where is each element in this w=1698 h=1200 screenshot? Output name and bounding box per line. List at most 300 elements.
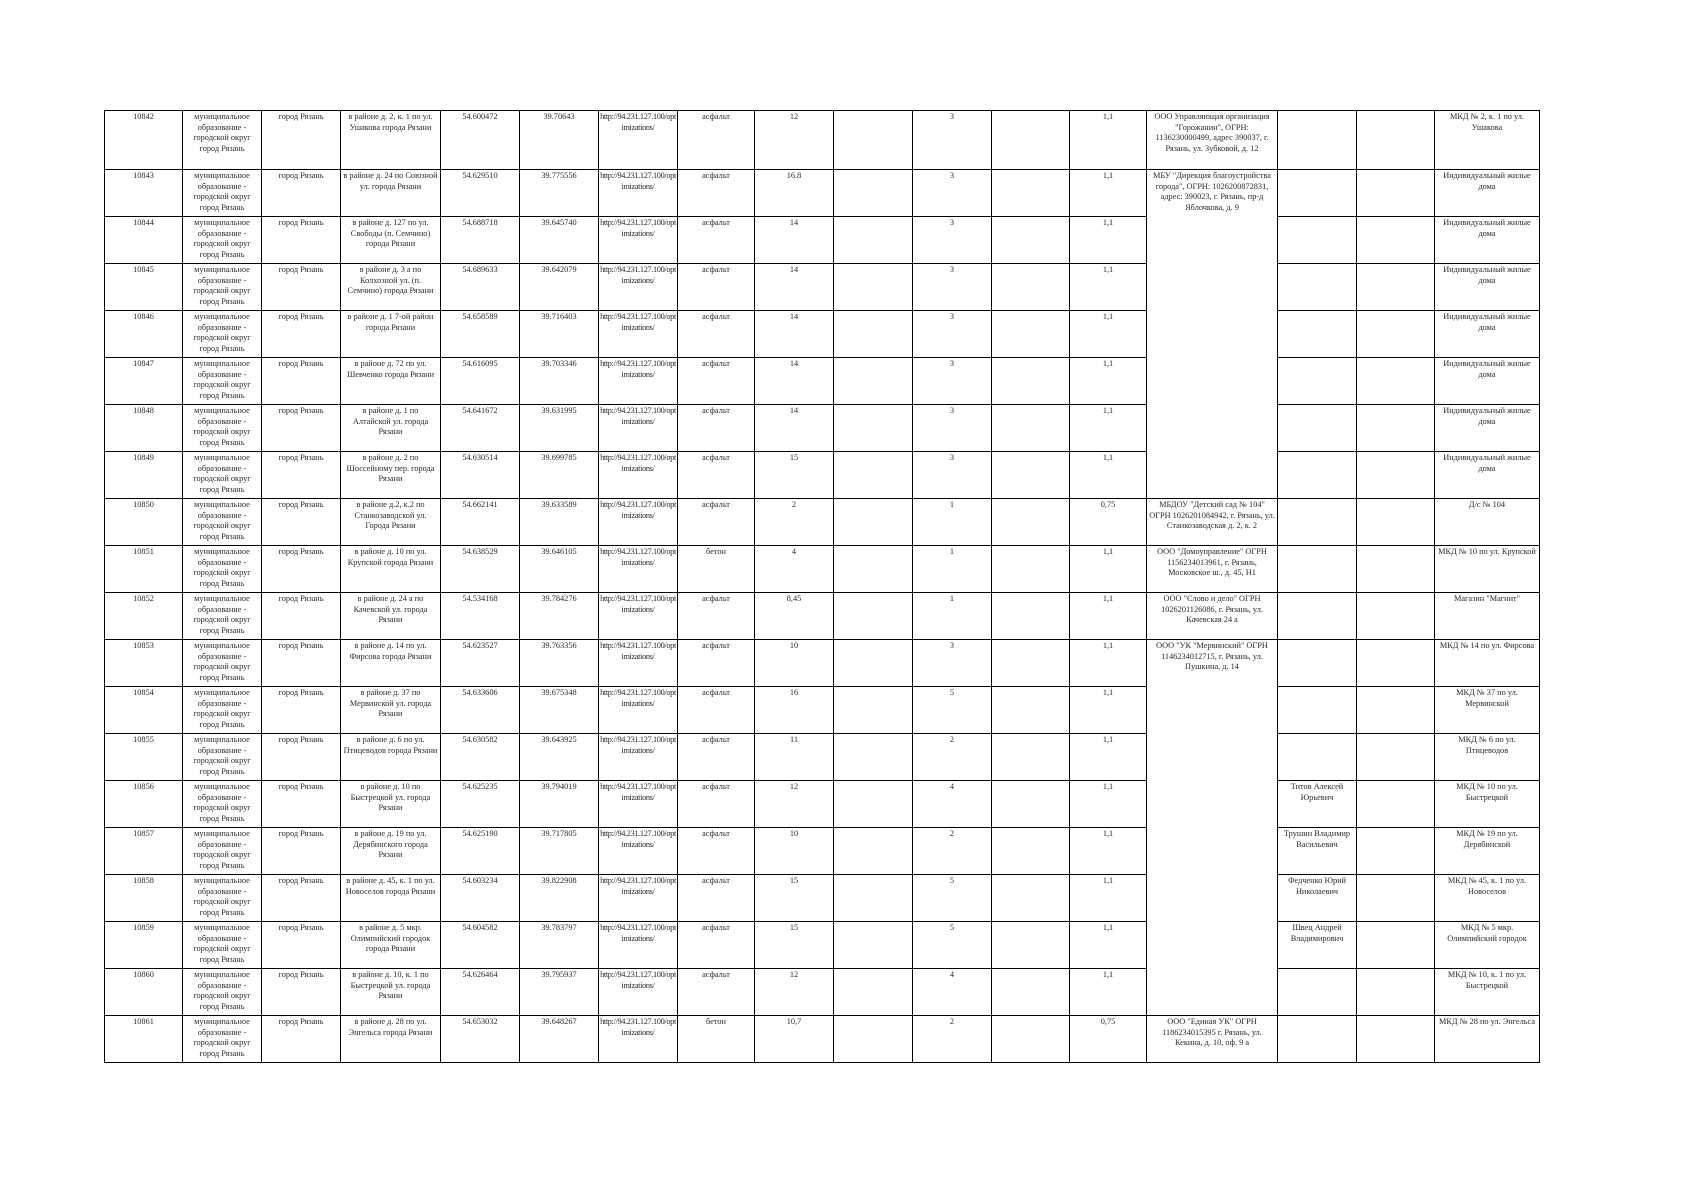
cell-empty: [992, 640, 1070, 687]
cell-contact: [1278, 499, 1357, 546]
cell-contact: [1278, 264, 1357, 311]
cell-municipality: муниципальное образование - городской округ город Рязань: [183, 452, 262, 499]
cell-municipality: муниципальное образование - городской округ город Рязань: [183, 405, 262, 452]
cell-container-count: 3: [913, 405, 992, 452]
cell-owner: ООО "Домоуправление" ОГРН 1156234013961, г. Рязань, Московское ш., д. 45, Н1: [1147, 546, 1278, 593]
cell-longitude: 39.648267: [520, 1016, 599, 1063]
cell-url: http://94.231.127.100/optimizations/: [599, 170, 678, 217]
cell-longitude: 39.699785: [520, 452, 599, 499]
cell-empty: [1357, 875, 1435, 922]
table-row: [105, 170, 1540, 217]
cell-latitude: 54.534168: [441, 593, 520, 640]
cell-empty: [834, 969, 913, 1016]
cell-empty: [834, 781, 913, 828]
cell-empty: [1357, 546, 1435, 593]
cell-longitude: 39.794019: [520, 781, 599, 828]
cell-owner: ООО "Единая УК" ОГРН 1186234015395 г. Рязань, ул. Кекина, д. 10, оф. 9 а: [1147, 1016, 1278, 1063]
cell-surface: асфальт: [678, 640, 755, 687]
cell-city: город Рязань: [262, 640, 341, 687]
document-page: [104, 110, 1539, 1063]
cell-area: 14: [755, 358, 834, 405]
cell-source: МКД № 10 по ул. Быстрецкой: [1435, 781, 1540, 828]
cell-longitude: 39.633589: [520, 499, 599, 546]
cell-empty: [992, 781, 1070, 828]
cell-longitude: 39.822908: [520, 875, 599, 922]
cell-url: http://94.231.127.100/optimizations/: [599, 358, 678, 405]
cell-empty: [1357, 593, 1435, 640]
cell-source: Д/с № 104: [1435, 499, 1540, 546]
cell-volume: 0,75: [1070, 1016, 1147, 1063]
cell-address: в районе д. 45, к. 1 по ул. Новоселов города Рязани: [341, 875, 441, 922]
cell-empty: [1357, 170, 1435, 217]
cell-area: 12: [755, 111, 834, 170]
cell-municipality: муниципальное образование - городской округ город Рязань: [183, 640, 262, 687]
cell-container-count: 3: [913, 640, 992, 687]
cell-container-count: 2: [913, 734, 992, 781]
cell-id: 10857: [105, 828, 183, 875]
cell-id: 10860: [105, 969, 183, 1016]
cell-empty: [834, 687, 913, 734]
cell-id: 10847: [105, 358, 183, 405]
cell-city: город Рязань: [262, 546, 341, 593]
cell-volume: 1,1: [1070, 170, 1147, 217]
cell-empty: [834, 170, 913, 217]
cell-address: в районе д. 3 а по Колхозной ул. (п. Семчино) города Рязани: [341, 264, 441, 311]
cell-contact: [1278, 1016, 1357, 1063]
cell-empty: [1357, 828, 1435, 875]
cell-id: 10854: [105, 687, 183, 734]
cell-contact: [1278, 546, 1357, 593]
cell-longitude: 39.716403: [520, 311, 599, 358]
cell-latitude: 54.688718: [441, 217, 520, 264]
cell-container-count: 3: [913, 264, 992, 311]
cell-empty: [834, 499, 913, 546]
cell-city: город Рязань: [262, 593, 341, 640]
cell-volume: 1,1: [1070, 969, 1147, 1016]
cell-volume: 1,1: [1070, 875, 1147, 922]
cell-empty: [992, 922, 1070, 969]
cell-address: в районе д. 10 по Быстрецкой ул. города Рязани: [341, 781, 441, 828]
cell-empty: [1357, 217, 1435, 264]
cell-area: 10: [755, 828, 834, 875]
table-row: [105, 405, 1540, 452]
cell-city: город Рязань: [262, 922, 341, 969]
cell-empty: [992, 875, 1070, 922]
cell-empty: [992, 828, 1070, 875]
cell-source: МКД № 45, к. 1 по ул. Новоселов: [1435, 875, 1540, 922]
cell-empty: [992, 452, 1070, 499]
cell-empty: [834, 546, 913, 593]
cell-municipality: муниципальное образование - городской округ город Рязань: [183, 687, 262, 734]
cell-url: http://94.231.127.100/optimizations/: [599, 969, 678, 1016]
cell-url: http://94.231.127.100/optimizations/: [599, 922, 678, 969]
cell-latitude: 54.626464: [441, 969, 520, 1016]
cell-source: МКД № 28 по ул. Энгельса: [1435, 1016, 1540, 1063]
cell-area: 12: [755, 969, 834, 1016]
cell-address: в районе д. 10, к. 1 по Быстрецкой ул. города Рязани: [341, 969, 441, 1016]
cell-longitude: 39.717805: [520, 828, 599, 875]
cell-latitude: 54.638529: [441, 546, 520, 593]
cell-url: http://94.231.127.100/optimizations/: [599, 1016, 678, 1063]
cell-volume: 1,1: [1070, 922, 1147, 969]
cell-empty: [834, 358, 913, 405]
cell-contact: [1278, 217, 1357, 264]
cell-container-count: 3: [913, 311, 992, 358]
cell-longitude: 39.775556: [520, 170, 599, 217]
cell-container-count: 2: [913, 1016, 992, 1063]
table-row: [105, 875, 1540, 922]
cell-municipality: муниципальное образование - городской округ город Рязань: [183, 499, 262, 546]
cell-city: город Рязань: [262, 311, 341, 358]
cell-empty: [1357, 499, 1435, 546]
cell-address: в районе д. 5 мкр. Олимпийский городок города Рязани: [341, 922, 441, 969]
table-row: [105, 499, 1540, 546]
cell-latitude: 54.630514: [441, 452, 520, 499]
cell-empty: [992, 969, 1070, 1016]
cell-surface: асфальт: [678, 969, 755, 1016]
cell-url: http://94.231.127.100/optimizations/: [599, 217, 678, 264]
cell-container-count: 5: [913, 922, 992, 969]
cell-surface: асфальт: [678, 875, 755, 922]
cell-address: в районе д. 6 по ул. Птицеводов города Рязани: [341, 734, 441, 781]
cell-empty: [992, 264, 1070, 311]
cell-empty: [1357, 111, 1435, 170]
cell-volume: 1,1: [1070, 264, 1147, 311]
cell-surface: асфальт: [678, 452, 755, 499]
cell-volume: 0,75: [1070, 499, 1147, 546]
cell-volume: 1,1: [1070, 452, 1147, 499]
cell-source: Магазин "Магнит": [1435, 593, 1540, 640]
table-row: [105, 969, 1540, 1016]
cell-empty: [834, 875, 913, 922]
cell-empty: [1357, 452, 1435, 499]
cell-container-count: 5: [913, 687, 992, 734]
cell-address: в районе д. 24 по Союзной ул. города Рязани: [341, 170, 441, 217]
table-row: [105, 734, 1540, 781]
cell-url: http://94.231.127.100/optimizations/: [599, 405, 678, 452]
cell-contact: Титов Алексей Юрьевич: [1278, 781, 1357, 828]
cell-city: город Рязань: [262, 264, 341, 311]
cell-source: Индивидуальный жилые дома: [1435, 311, 1540, 358]
cell-latitude: 54.603234: [441, 875, 520, 922]
cell-longitude: 39.642079: [520, 264, 599, 311]
cell-empty: [992, 593, 1070, 640]
cell-contact: [1278, 593, 1357, 640]
cell-contact: [1278, 311, 1357, 358]
cell-address: в районе д. 2, к. 1 по ул. Ушакова города Рязани: [341, 111, 441, 170]
cell-surface: бетон: [678, 1016, 755, 1063]
cell-empty: [834, 405, 913, 452]
cell-url: http://94.231.127.100/optimizations/: [599, 452, 678, 499]
cell-container-count: 1: [913, 546, 992, 593]
cell-empty: [992, 311, 1070, 358]
cell-municipality: муниципальное образование - городской округ город Рязань: [183, 358, 262, 405]
table-row: [105, 1016, 1540, 1063]
cell-container-count: 1: [913, 593, 992, 640]
cell-city: город Рязань: [262, 969, 341, 1016]
cell-address: в районе д. 127 по ул. Свободы (п. Семчино) города Рязани: [341, 217, 441, 264]
cell-latitude: 54.689633: [441, 264, 520, 311]
cell-latitude: 54.616095: [441, 358, 520, 405]
cell-empty: [834, 734, 913, 781]
cell-surface: асфальт: [678, 687, 755, 734]
cell-longitude: 39.646105: [520, 546, 599, 593]
table-row: [105, 217, 1540, 264]
cell-empty: [834, 828, 913, 875]
cell-empty: [834, 217, 913, 264]
cell-area: 15: [755, 452, 834, 499]
cell-address: в районе д. 37 по Мервинской ул. города Рязани: [341, 687, 441, 734]
cell-source: МКД № 6 по ул. Птицеводов: [1435, 734, 1540, 781]
cell-source: МКД № 5 мкр. Олимпийский городок: [1435, 922, 1540, 969]
cell-id: 10852: [105, 593, 183, 640]
cell-latitude: 54.625190: [441, 828, 520, 875]
cell-empty: [1357, 358, 1435, 405]
cell-surface: асфальт: [678, 922, 755, 969]
cell-area: 11: [755, 734, 834, 781]
cell-source: МКД № 37 по ул. Мервинской: [1435, 687, 1540, 734]
cell-latitude: 54.633606: [441, 687, 520, 734]
cell-municipality: муниципальное образование - городской округ город Рязань: [183, 828, 262, 875]
cell-id: 10853: [105, 640, 183, 687]
cell-municipality: муниципальное образование - городской округ город Рязань: [183, 969, 262, 1016]
cell-area: 16: [755, 687, 834, 734]
cell-city: город Рязань: [262, 499, 341, 546]
cell-contact: [1278, 969, 1357, 1016]
cell-id: 10844: [105, 217, 183, 264]
container-sites-table: [104, 110, 1540, 1063]
cell-address: в районе д. 14 по ул. Фирсова города Рязани: [341, 640, 441, 687]
cell-volume: 1,1: [1070, 405, 1147, 452]
cell-empty: [992, 687, 1070, 734]
cell-owner: ООО Управляющая организация "Горожанин", ОГРН: 1136230000499, адрес 390037, г. Рязань, ул. Зубковой, д. 12: [1147, 111, 1278, 170]
cell-empty: [1357, 1016, 1435, 1063]
cell-container-count: 3: [913, 170, 992, 217]
cell-latitude: 54.623527: [441, 640, 520, 687]
cell-longitude: 39.675348: [520, 687, 599, 734]
cell-empty: [992, 358, 1070, 405]
cell-source: Индивидуальный жилые дома: [1435, 358, 1540, 405]
cell-area: 15: [755, 875, 834, 922]
cell-container-count: 3: [913, 111, 992, 170]
cell-id: 10843: [105, 170, 183, 217]
cell-longitude: 39.643925: [520, 734, 599, 781]
cell-surface: асфальт: [678, 264, 755, 311]
cell-url: http://94.231.127.100/optimizations/: [599, 828, 678, 875]
cell-empty: [1357, 311, 1435, 358]
cell-owner: ООО "УК "Мервинский" ОГРН 1146234012715, г. Рязань, ул. Пушкина, д. 14: [1147, 640, 1278, 1016]
cell-longitude: 39.631995: [520, 405, 599, 452]
cell-owner: ООО "Слово и дело" ОГРН 1026201126086, г. Рязань, ул. Качевская 24 а: [1147, 593, 1278, 640]
cell-empty: [992, 170, 1070, 217]
cell-municipality: муниципальное образование - городской округ город Рязань: [183, 170, 262, 217]
cell-surface: асфальт: [678, 170, 755, 217]
cell-latitude: 54.662141: [441, 499, 520, 546]
cell-city: город Рязань: [262, 875, 341, 922]
cell-empty: [1357, 734, 1435, 781]
cell-latitude: 54.641672: [441, 405, 520, 452]
cell-container-count: 3: [913, 358, 992, 405]
cell-empty: [834, 452, 913, 499]
cell-address: в районе д. 1 по Алтайской ул. города Рязани: [341, 405, 441, 452]
cell-source: МКД № 14 по ул. Фирсова: [1435, 640, 1540, 687]
cell-municipality: муниципальное образование - городской округ город Рязань: [183, 1016, 262, 1063]
cell-source: МКД № 10 по ул. Крупской: [1435, 546, 1540, 593]
cell-city: город Рязань: [262, 452, 341, 499]
cell-area: 14: [755, 405, 834, 452]
cell-id: 10858: [105, 875, 183, 922]
cell-surface: асфальт: [678, 593, 755, 640]
cell-source: МКД № 19 по ул. Дерябинской: [1435, 828, 1540, 875]
cell-url: http://94.231.127.100/optimizations/: [599, 875, 678, 922]
table-row: [105, 922, 1540, 969]
cell-city: город Рязань: [262, 217, 341, 264]
cell-contact: [1278, 734, 1357, 781]
cell-city: город Рязань: [262, 358, 341, 405]
cell-empty: [834, 593, 913, 640]
cell-id: 10850: [105, 499, 183, 546]
cell-contact: [1278, 358, 1357, 405]
table-row: [105, 781, 1540, 828]
cell-id: 10848: [105, 405, 183, 452]
cell-longitude: 39.784276: [520, 593, 599, 640]
cell-area: 4: [755, 546, 834, 593]
cell-area: 14: [755, 311, 834, 358]
cell-url: http://94.231.127.100/optimizations/: [599, 546, 678, 593]
cell-longitude: 39.763356: [520, 640, 599, 687]
cell-contact: [1278, 111, 1357, 170]
cell-empty: [834, 311, 913, 358]
cell-empty: [1357, 405, 1435, 452]
cell-latitude: 54.600472: [441, 111, 520, 170]
table-row: [105, 640, 1540, 687]
cell-city: город Рязань: [262, 781, 341, 828]
cell-id: 10849: [105, 452, 183, 499]
cell-empty: [1357, 264, 1435, 311]
cell-surface: асфальт: [678, 734, 755, 781]
cell-empty: [1357, 781, 1435, 828]
cell-source: Индивидуальный жилые дома: [1435, 405, 1540, 452]
cell-contact: Швец Андрей Владимирович: [1278, 922, 1357, 969]
cell-volume: 1,1: [1070, 640, 1147, 687]
cell-empty: [992, 499, 1070, 546]
cell-volume: 1,1: [1070, 358, 1147, 405]
cell-source: Индивидуальный жилые дома: [1435, 217, 1540, 264]
cell-area: 10: [755, 640, 834, 687]
cell-area: 10,7: [755, 1016, 834, 1063]
cell-volume: 1,1: [1070, 217, 1147, 264]
cell-city: город Рязань: [262, 111, 341, 170]
cell-contact: [1278, 687, 1357, 734]
cell-address: в районе д. 24 а по Качевской ул. города Рязани: [341, 593, 441, 640]
cell-longitude: 39.795937: [520, 969, 599, 1016]
cell-volume: 1,1: [1070, 781, 1147, 828]
cell-id: 10855: [105, 734, 183, 781]
cell-municipality: муниципальное образование - городской округ город Рязань: [183, 546, 262, 593]
cell-address: в районе д. 19 по ул. Дерябинского города Рязани: [341, 828, 441, 875]
cell-empty: [834, 1016, 913, 1063]
cell-volume: 1,1: [1070, 311, 1147, 358]
table-row: [105, 593, 1540, 640]
cell-longitude: 39.645740: [520, 217, 599, 264]
cell-container-count: 4: [913, 781, 992, 828]
cell-municipality: муниципальное образование - городской округ город Рязань: [183, 111, 262, 170]
cell-empty: [992, 217, 1070, 264]
cell-owner: МБУ "Дирекция благоустройства города", ОГРН: 1026200872831, адрес: 390023, г. Рязань, пр-д Яблочкова, д. 9: [1147, 170, 1278, 499]
cell-surface: асфальт: [678, 358, 755, 405]
cell-city: город Рязань: [262, 1016, 341, 1063]
cell-address: в районе д. 10 по ул. Крупской города Рязани: [341, 546, 441, 593]
cell-area: 16.8: [755, 170, 834, 217]
cell-empty: [1357, 922, 1435, 969]
cell-surface: асфальт: [678, 828, 755, 875]
cell-city: город Рязань: [262, 828, 341, 875]
cell-source: МКД № 2, к. 1 по ул. Ушакова: [1435, 111, 1540, 170]
cell-id: 10859: [105, 922, 183, 969]
cell-area: 8,45: [755, 593, 834, 640]
cell-volume: 1,1: [1070, 546, 1147, 593]
cell-source: Индивидуальный жилые дома: [1435, 264, 1540, 311]
cell-surface: асфальт: [678, 781, 755, 828]
cell-municipality: муниципальное образование - городской округ город Рязань: [183, 781, 262, 828]
cell-city: город Рязань: [262, 405, 341, 452]
cell-surface: асфальт: [678, 217, 755, 264]
cell-id: 10842: [105, 111, 183, 170]
cell-municipality: муниципальное образование - городской округ город Рязань: [183, 875, 262, 922]
cell-id: 10851: [105, 546, 183, 593]
cell-volume: 1,1: [1070, 828, 1147, 875]
cell-municipality: муниципальное образование - городской округ город Рязань: [183, 593, 262, 640]
cell-surface: асфальт: [678, 111, 755, 170]
cell-surface: бетон: [678, 546, 755, 593]
cell-address: в районе д. 72 по ул. Шевченко города Рязани: [341, 358, 441, 405]
cell-empty: [1357, 687, 1435, 734]
cell-city: город Рязань: [262, 687, 341, 734]
cell-url: http://94.231.127.100/optimizations/: [599, 734, 678, 781]
cell-contact: Трушин Владимир Васильевич: [1278, 828, 1357, 875]
cell-city: город Рязань: [262, 170, 341, 217]
cell-url: http://94.231.127.100/optimizations/: [599, 593, 678, 640]
table-row: [105, 358, 1540, 405]
cell-empty: [1357, 640, 1435, 687]
cell-surface: асфальт: [678, 499, 755, 546]
cell-address: в районе д. 1 7-ой район города Рязани: [341, 311, 441, 358]
cell-contact: [1278, 170, 1357, 217]
table-row: [105, 687, 1540, 734]
cell-container-count: 4: [913, 969, 992, 1016]
cell-empty: [992, 405, 1070, 452]
cell-owner: МБДОУ "Детский сад № 104" ОГРН 1026201084942, г. Рязань, ул. Станкозаводская д. 2, к. 2: [1147, 499, 1278, 546]
cell-id: 10856: [105, 781, 183, 828]
cell-latitude: 54.658589: [441, 311, 520, 358]
cell-latitude: 54.653032: [441, 1016, 520, 1063]
cell-container-count: 3: [913, 452, 992, 499]
cell-empty: [992, 734, 1070, 781]
cell-volume: 1,1: [1070, 734, 1147, 781]
cell-id: 10846: [105, 311, 183, 358]
cell-empty: [1357, 969, 1435, 1016]
table-row: [105, 111, 1540, 170]
table-row: [105, 311, 1540, 358]
cell-source: Индивидуальный жилые дома: [1435, 170, 1540, 217]
cell-latitude: 54.630582: [441, 734, 520, 781]
cell-url: http://94.231.127.100/optimizations/: [599, 640, 678, 687]
cell-area: 15: [755, 922, 834, 969]
cell-empty: [992, 111, 1070, 170]
cell-contact: [1278, 452, 1357, 499]
cell-area: 12: [755, 781, 834, 828]
cell-address: в районе д.2, к.2 по Станкозаводской ул. Города Рязани: [341, 499, 441, 546]
